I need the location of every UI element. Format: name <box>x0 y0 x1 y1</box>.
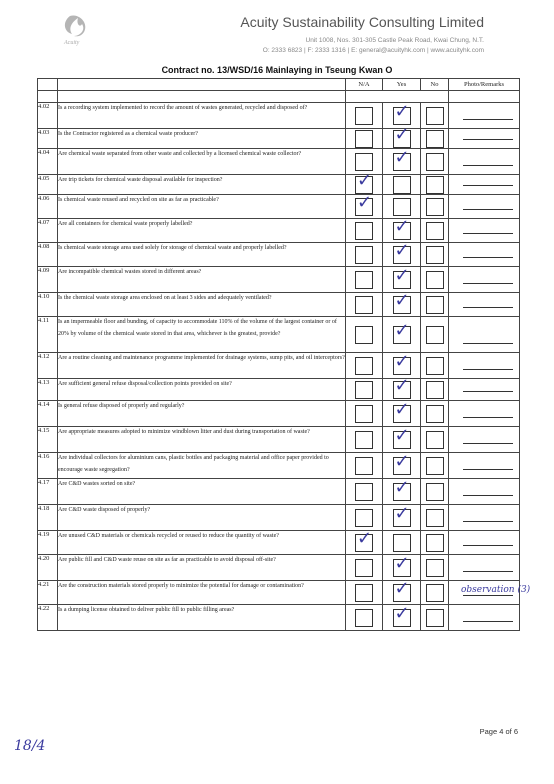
tick-mark-icon: ✓ <box>357 169 373 191</box>
tick-mark-icon: ✓ <box>394 450 410 472</box>
yes-checkbox[interactable] <box>393 502 411 527</box>
remarks-text: observation (3) <box>461 585 531 595</box>
no-checkbox[interactable] <box>426 130 444 148</box>
remarks-cell[interactable] <box>449 195 520 219</box>
na-checkbox[interactable] <box>355 296 373 314</box>
table-row <box>38 531 520 555</box>
num-header <box>38 79 58 91</box>
remarks-cell[interactable] <box>449 175 520 195</box>
tick-mark-icon: ✓ <box>394 552 410 574</box>
address-line-1: Unit 1008, Nos. 301-305 Castle Peak Road, Kwai Chung, N.T. <box>305 37 484 44</box>
na-cell <box>346 505 383 531</box>
yes-checkbox[interactable] <box>393 424 411 449</box>
item-question: Are chemical waste separated from other waste and collected by a licensed chemical waste collector? <box>58 149 346 175</box>
item-question: Is chemical waste reused and recycled on site as far as practicable? <box>58 195 346 219</box>
yes-checkbox[interactable] <box>393 476 411 501</box>
no-cell <box>421 293 449 317</box>
item-question: Are all containers for chemical waste properly labelled? <box>58 219 346 243</box>
no-cell <box>421 149 449 175</box>
item-number: 4.20 <box>38 555 58 581</box>
no-cell <box>421 103 449 129</box>
no-cell <box>421 581 449 605</box>
no-cell <box>421 531 449 555</box>
remarks-line <box>463 391 513 392</box>
na-checkbox[interactable] <box>355 191 373 216</box>
remarks-cell[interactable] <box>449 219 520 243</box>
no-cell <box>421 175 449 195</box>
no-checkbox[interactable] <box>426 222 444 240</box>
table-row <box>38 219 520 243</box>
na-cell <box>346 129 383 149</box>
yes-cell <box>383 264 421 293</box>
na-cell <box>346 401 383 427</box>
no-cell <box>421 505 449 531</box>
yes-checkbox[interactable] <box>393 602 411 627</box>
na-cell <box>346 243 383 267</box>
no-checkbox[interactable] <box>426 246 444 264</box>
table-row <box>38 453 520 479</box>
item-number: 4.18 <box>38 505 58 531</box>
item-number: 4.11 <box>38 317 58 353</box>
remarks-line <box>463 185 513 186</box>
no-checkbox[interactable] <box>426 609 444 627</box>
na-cell <box>346 219 383 243</box>
checklist-table <box>37 78 531 631</box>
remarks-cell[interactable] <box>449 353 520 379</box>
item-question: Are public fill and C&D waste reuse on site as far as practicable to avoid disposal off-site? <box>58 555 346 581</box>
na-checkbox[interactable] <box>355 246 373 264</box>
yes-cell <box>383 317 421 353</box>
no-cell <box>421 479 449 505</box>
company-logo <box>52 12 102 52</box>
tick-mark-icon: ✓ <box>394 350 410 372</box>
yes-cell <box>383 531 421 555</box>
na-cell <box>346 581 383 605</box>
remarks-cell[interactable] <box>449 129 520 149</box>
remarks-line <box>463 343 513 344</box>
remarks-line <box>463 595 513 596</box>
no-checkbox[interactable] <box>426 271 444 289</box>
logo-text: Acuity <box>64 40 80 46</box>
item-question: Is a dumping license obtained to deliver public fill to public filling areas? <box>58 605 346 631</box>
na-checkbox[interactable] <box>355 457 373 475</box>
yes-checkbox[interactable] <box>393 289 411 314</box>
no-cell <box>421 317 449 353</box>
item-number: 4.12 <box>38 353 58 379</box>
table-row <box>38 129 520 149</box>
no-checkbox[interactable] <box>426 509 444 527</box>
tick-mark-icon: ✓ <box>357 191 373 213</box>
item-number: 4.04 <box>38 149 58 175</box>
yes-cell <box>383 450 421 479</box>
table-row <box>38 353 520 379</box>
yes-cell <box>383 146 421 175</box>
contract-title: Contract no. 13/WSD/16 Mainlaying in Tseung Kwan O <box>161 65 393 75</box>
yes-cell <box>383 195 421 219</box>
na-cell <box>346 479 383 505</box>
item-number: 4.21 <box>38 581 58 605</box>
remarks-cell[interactable] <box>449 379 520 401</box>
remarks-cell[interactable] <box>449 605 520 631</box>
no-header: No <box>421 79 449 91</box>
yes-checkbox[interactable] <box>393 123 411 148</box>
table-row <box>38 555 520 581</box>
table-header-row <box>38 79 520 91</box>
table-row <box>38 505 520 531</box>
na-checkbox[interactable] <box>355 130 373 148</box>
item-number: 4.03 <box>38 129 58 149</box>
yes-cell <box>383 215 421 243</box>
item-question: Are the construction materials stored properly to minimize the potential for damage or contamination? <box>58 581 346 605</box>
no-cell <box>421 219 449 243</box>
yes-cell <box>383 374 421 401</box>
no-checkbox[interactable] <box>426 559 444 577</box>
na-checkbox[interactable] <box>355 559 373 577</box>
no-checkbox[interactable] <box>426 296 444 314</box>
no-checkbox[interactable] <box>426 357 444 375</box>
na-checkbox[interactable] <box>355 405 373 423</box>
yes-cell <box>383 398 421 427</box>
item-question: Are individual collectors for aluminium cans, plastic bottles and packaging material and office paper provided to encourage waste segregation? <box>58 453 346 479</box>
item-number: 4.13 <box>38 379 58 401</box>
table-row <box>38 605 520 631</box>
table-row <box>38 581 520 605</box>
remarks-cell[interactable] <box>449 581 531 605</box>
na-cell <box>346 555 383 581</box>
no-cell <box>421 195 449 219</box>
item-question: Is an impermeable floor and bunding, of capacity to accommodate 110% of the volume of the largest container or of 20% by volume of the chemical waste stored in that area, whichever is the greatest, provide? <box>58 317 346 353</box>
item-number: 4.05 <box>38 175 58 195</box>
no-checkbox[interactable] <box>426 534 444 552</box>
yes-cell <box>383 502 421 531</box>
table-row <box>38 267 520 293</box>
na-cell <box>346 293 383 317</box>
remarks-line <box>463 307 513 308</box>
na-checkbox[interactable] <box>355 584 373 602</box>
no-checkbox[interactable] <box>426 584 444 602</box>
tick-mark-icon: ✓ <box>394 239 410 261</box>
tick-mark-icon: ✓ <box>394 424 410 446</box>
remarks-cell[interactable] <box>449 427 520 453</box>
remarks-line <box>463 443 513 444</box>
remarks-cell[interactable] <box>449 103 520 129</box>
yes-checkbox[interactable] <box>393 100 411 125</box>
item-number: 4.16 <box>38 453 58 479</box>
tick-mark-icon: ✓ <box>394 476 410 498</box>
address-line-2: O: 2333 6823 | F: 2333 1316 | E: general@acuityhk.com | www.acuityhk.com <box>262 47 484 54</box>
yes-checkbox[interactable] <box>393 264 411 289</box>
no-cell <box>421 401 449 427</box>
tick-mark-icon: ✓ <box>394 264 410 286</box>
item-question: Are a routine cleaning and maintenance programme implemented for drainage systems, sump pits, and oil interceptors? <box>58 353 346 379</box>
remarks-cell[interactable] <box>449 149 520 175</box>
na-cell <box>346 527 383 555</box>
no-cell <box>421 453 449 479</box>
na-checkbox[interactable] <box>355 381 373 399</box>
remarks-line <box>463 139 513 140</box>
remarks-line <box>463 417 513 418</box>
no-checkbox[interactable] <box>426 457 444 475</box>
tick-mark-icon: ✓ <box>394 319 410 341</box>
table-row <box>38 479 520 505</box>
yes-cell <box>383 239 421 267</box>
item-number: 4.15 <box>38 427 58 453</box>
table-row <box>38 149 520 175</box>
item-number: 4.10 <box>38 293 58 317</box>
na-checkbox[interactable] <box>355 169 373 194</box>
na-checkbox[interactable] <box>355 222 373 240</box>
page-number: Page 4 of 6 <box>479 727 518 736</box>
na-cell <box>346 353 383 379</box>
yes-cell <box>383 602 421 631</box>
na-cell <box>346 191 383 219</box>
yes-cell <box>383 289 421 317</box>
remarks-cell[interactable] <box>449 401 520 427</box>
table-row <box>38 103 520 129</box>
tick-mark-icon: ✓ <box>394 398 410 420</box>
yes-cell <box>383 424 421 453</box>
remarks-cell[interactable] <box>449 293 520 317</box>
na-checkbox[interactable] <box>355 271 373 289</box>
tick-mark-icon: ✓ <box>394 215 410 237</box>
remarks-line <box>463 495 513 496</box>
tick-mark-icon: ✓ <box>394 100 410 122</box>
tick-mark-icon: ✓ <box>394 146 410 168</box>
na-cell <box>346 379 383 401</box>
remarks-line <box>463 209 513 210</box>
remarks-cell[interactable] <box>449 555 520 581</box>
no-checkbox[interactable] <box>426 107 444 125</box>
remarks-line <box>463 119 513 120</box>
tick-mark-icon: ✓ <box>394 289 410 311</box>
yes-cell <box>383 552 421 581</box>
na-checkbox[interactable] <box>355 527 373 552</box>
spacer-row <box>38 91 520 103</box>
table-row <box>38 401 520 427</box>
table-row <box>38 379 520 401</box>
no-checkbox[interactable] <box>426 405 444 423</box>
tick-mark-icon: ✓ <box>357 527 373 549</box>
item-question: Is the chemical waste storage area enclosed on at least 3 sides and adequately ventilated? <box>58 293 346 317</box>
item-question: Are appropriate measures adopted to minimize windblown litter and dust during transportation of waste? <box>58 427 346 453</box>
na-checkbox[interactable] <box>355 357 373 375</box>
item-number: 4.08 <box>38 243 58 267</box>
na-checkbox[interactable] <box>355 483 373 501</box>
company-name: Acuity Sustainability Consulting Limited <box>240 14 484 30</box>
remarks-cell[interactable] <box>449 479 520 505</box>
item-number: 4.06 <box>38 195 58 219</box>
item-question: Is general refuse disposed of properly and regularly? <box>58 401 346 427</box>
item-number: 4.07 <box>38 219 58 243</box>
table-row <box>38 195 520 219</box>
remarks-line <box>463 233 513 234</box>
yes-header: Yes <box>383 79 421 91</box>
no-checkbox[interactable] <box>426 326 444 344</box>
no-checkbox[interactable] <box>426 153 444 171</box>
tick-mark-icon: ✓ <box>394 577 410 599</box>
item-number: 4.09 <box>38 267 58 293</box>
yes-checkbox[interactable] <box>393 374 411 399</box>
no-cell <box>421 353 449 379</box>
na-cell <box>346 453 383 479</box>
remarks-line <box>463 369 513 370</box>
na-cell <box>346 427 383 453</box>
yes-cell <box>383 577 421 605</box>
item-question: Is the Contractor registered as a chemical waste producer? <box>58 129 346 149</box>
remarks-line <box>463 545 513 546</box>
yes-checkbox[interactable] <box>393 534 411 552</box>
na-checkbox[interactable] <box>355 431 373 449</box>
item-number: 4.02 <box>38 103 58 129</box>
remarks-cell[interactable] <box>449 531 520 555</box>
remarks-cell[interactable] <box>449 317 520 353</box>
no-checkbox[interactable] <box>426 198 444 216</box>
tick-mark-icon: ✓ <box>394 123 410 145</box>
yes-checkbox[interactable] <box>393 198 411 216</box>
yes-checkbox[interactable] <box>393 398 411 423</box>
yes-checkbox[interactable] <box>393 350 411 375</box>
na-cell <box>346 267 383 293</box>
yes-checkbox[interactable] <box>393 319 411 344</box>
na-cell <box>346 103 383 129</box>
no-cell <box>421 379 449 401</box>
remarks-cell[interactable] <box>449 453 520 479</box>
yes-checkbox[interactable] <box>393 215 411 240</box>
no-cell <box>421 555 449 581</box>
na-checkbox[interactable] <box>355 609 373 627</box>
remarks-line <box>463 469 513 470</box>
na-header: N/A <box>346 79 383 91</box>
item-question: Are unused C&D materials or chemicals recycled or reused to reduce the quantity of waste? <box>58 531 346 555</box>
remarks-line <box>463 521 513 522</box>
item-number: 4.22 <box>38 605 58 631</box>
table-row <box>38 427 520 453</box>
table-row <box>38 243 520 267</box>
table-row <box>38 317 520 353</box>
item-number: 4.17 <box>38 479 58 505</box>
remarks-line <box>463 257 513 258</box>
remarks-line <box>463 165 513 166</box>
tick-mark-icon: ✓ <box>394 602 410 624</box>
item-question: Are C&D waste disposed of properly? <box>58 505 346 531</box>
remarks-header: Photo/Remarks <box>449 79 520 91</box>
yes-checkbox[interactable] <box>393 176 411 194</box>
yes-cell <box>383 175 421 195</box>
no-cell <box>421 267 449 293</box>
table-row <box>38 293 520 317</box>
yes-checkbox[interactable] <box>393 239 411 264</box>
item-question: Are C&D wastes sorted on site? <box>58 479 346 505</box>
no-checkbox[interactable] <box>426 176 444 194</box>
na-checkbox[interactable] <box>355 107 373 125</box>
yes-checkbox[interactable] <box>393 146 411 171</box>
item-number: 4.14 <box>38 401 58 427</box>
handwritten-initials: 18/4 <box>14 738 46 754</box>
item-question: Are incompatible chemical wastes stored in different areas? <box>58 267 346 293</box>
no-cell <box>421 605 449 631</box>
tick-mark-icon: ✓ <box>394 374 410 396</box>
no-checkbox[interactable] <box>426 431 444 449</box>
na-checkbox[interactable] <box>355 509 373 527</box>
no-cell <box>421 129 449 149</box>
yes-cell <box>383 123 421 149</box>
remarks-line <box>463 571 513 572</box>
no-checkbox[interactable] <box>426 381 444 399</box>
remarks-cell[interactable] <box>449 243 520 267</box>
item-question: Are trip tickets for chemical waste disposal available for inspection? <box>58 175 346 195</box>
item-question: Are sufficient general refuse disposal/collection points provided on site? <box>58 379 346 401</box>
company-address <box>263 36 484 56</box>
tick-mark-icon: ✓ <box>394 502 410 524</box>
na-checkbox[interactable] <box>355 326 373 344</box>
no-cell <box>421 243 449 267</box>
remarks-line <box>463 621 513 622</box>
yes-checkbox[interactable] <box>393 450 411 475</box>
remarks-cell[interactable] <box>449 505 520 531</box>
table-row <box>38 175 520 195</box>
no-checkbox[interactable] <box>426 483 444 501</box>
item-question: Is chemical waste storage area used solely for storage of chemical waste and properly labelled? <box>58 243 346 267</box>
yes-checkbox[interactable] <box>393 552 411 577</box>
yes-checkbox[interactable] <box>393 577 411 602</box>
question-header <box>58 79 346 91</box>
na-cell <box>346 317 383 353</box>
na-cell <box>346 605 383 631</box>
na-checkbox[interactable] <box>355 153 373 171</box>
remarks-cell[interactable] <box>449 267 520 293</box>
yes-cell <box>383 476 421 505</box>
no-cell <box>421 427 449 453</box>
item-number: 4.19 <box>38 531 58 555</box>
remarks-line <box>463 283 513 284</box>
item-question: Is a recording system implemented to record the amount of wastes generated, recycled and disposed of? <box>58 103 346 129</box>
